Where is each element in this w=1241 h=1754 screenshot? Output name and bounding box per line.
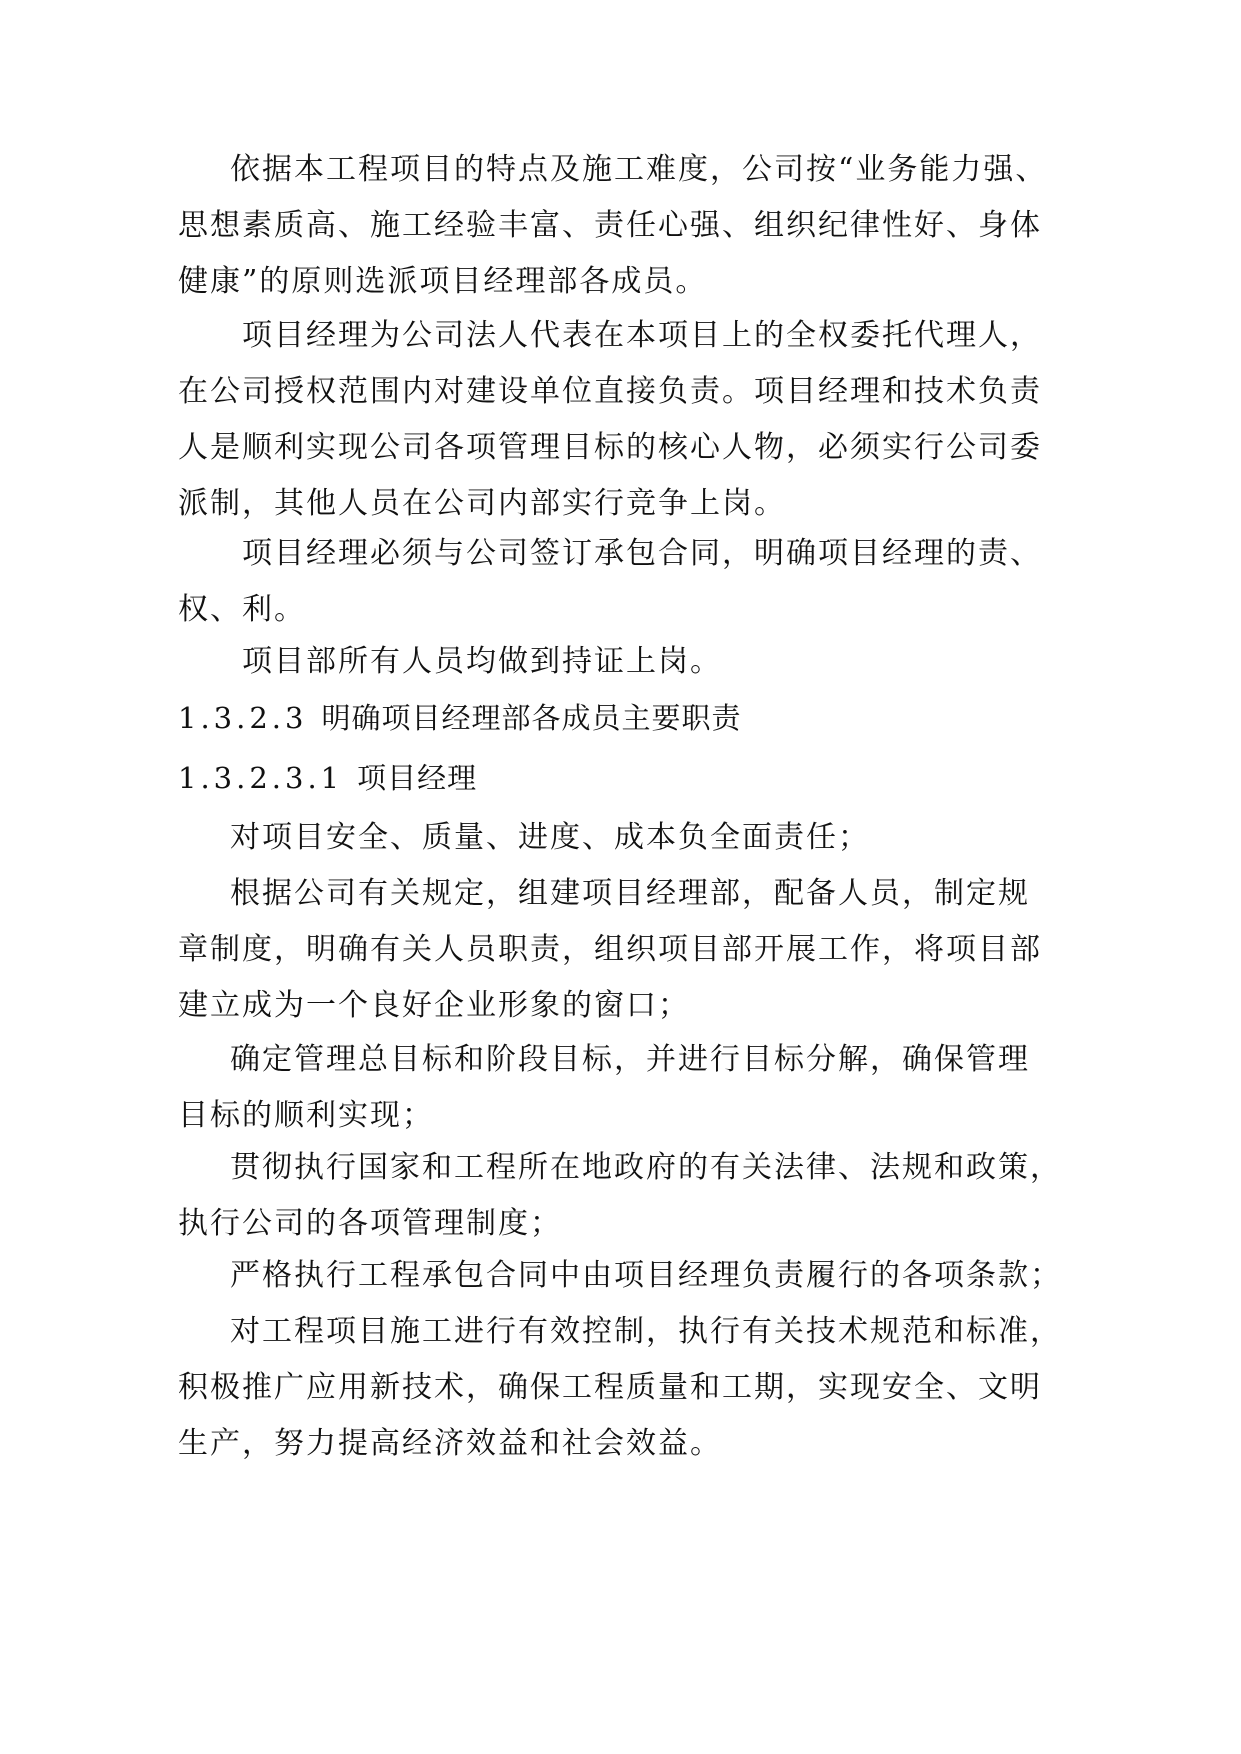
text-line: 派制，其他人员在公司内部实行竞争上岗。 xyxy=(178,486,786,521)
text-line: 积极推广应用新技术，确保工程质量和工期，实现安全、文明 xyxy=(178,1370,1042,1405)
text-line: 执行公司的各项管理制度； xyxy=(178,1206,562,1241)
text-line: 健康”的原则选派项目经理部各成员。 xyxy=(178,264,708,299)
text-line: 确定管理总目标和阶段目标，并进行目标分解，确保管理 xyxy=(230,1042,1030,1077)
text-line: 生产，努力提高经济效益和社会效益。 xyxy=(178,1426,722,1461)
text-line: 章制度，明确有关人员职责，组织项目部开展工作，将项目部 xyxy=(178,932,1042,967)
text-line: 建立成为一个良好企业形象的窗口； xyxy=(178,988,690,1023)
text-line: 严格执行工程承包合同中由项目经理负责履行的各项条款； xyxy=(230,1258,1062,1293)
text-line: 项目经理为公司法人代表在本项目上的全权委托代理人， xyxy=(242,318,1042,353)
duty-item xyxy=(178,1256,1062,1296)
duty-item xyxy=(178,1148,1062,1244)
duty-item xyxy=(178,874,1042,1026)
text-line: 项目经理必须与公司签订承包合同，明确项目经理的责、 xyxy=(242,536,1042,571)
text-line: 对项目安全、质量、进度、成本负全面责任； xyxy=(230,820,870,855)
text-line: 根据公司有关规定，组建项目经理部，配备人员，制定规 xyxy=(230,876,1030,911)
section-number: 1.3.2.3 xyxy=(178,701,308,735)
text-line: 对工程项目施工进行有效控制，执行有关技术规范和标准， xyxy=(230,1314,1062,1349)
paragraph-contract xyxy=(178,534,1042,630)
subsection-title: 项目经理 xyxy=(357,761,478,795)
text-line: 依据本工程项目的特点及施工难度，公司按“业务能力强、 xyxy=(230,152,1048,187)
section-title: 明确项目经理部各成员主要职责 xyxy=(321,701,742,735)
text-line: 目标的顺利实现； xyxy=(178,1098,434,1133)
section-heading xyxy=(178,698,741,738)
text-line: 贯彻执行国家和工程所在地政府的有关法律、法规和政策， xyxy=(230,1150,1062,1185)
paragraph-selection-principle xyxy=(178,150,1047,302)
text-line: 权、利。 xyxy=(178,592,306,627)
duty-item xyxy=(178,818,870,858)
duty-item xyxy=(178,1312,1062,1464)
subsection-number: 1.3.2.3.1 xyxy=(178,761,344,795)
duty-item xyxy=(178,1040,1030,1136)
subsection-heading xyxy=(178,758,477,798)
text-line: 在公司授权范围内对建设单位直接负责。项目经理和技术负责 xyxy=(178,374,1042,409)
text-line: 思想素质高、施工经验丰富、责任心强、组织纪律性好、身体 xyxy=(178,208,1042,243)
text-line: 人是顺利实现公司各项管理目标的核心人物，必须实行公司委 xyxy=(178,430,1042,465)
paragraph-certification xyxy=(178,642,722,682)
paragraph-manager-authority xyxy=(178,316,1042,524)
text-line: 项目部所有人员均做到持证上岗。 xyxy=(242,644,722,679)
